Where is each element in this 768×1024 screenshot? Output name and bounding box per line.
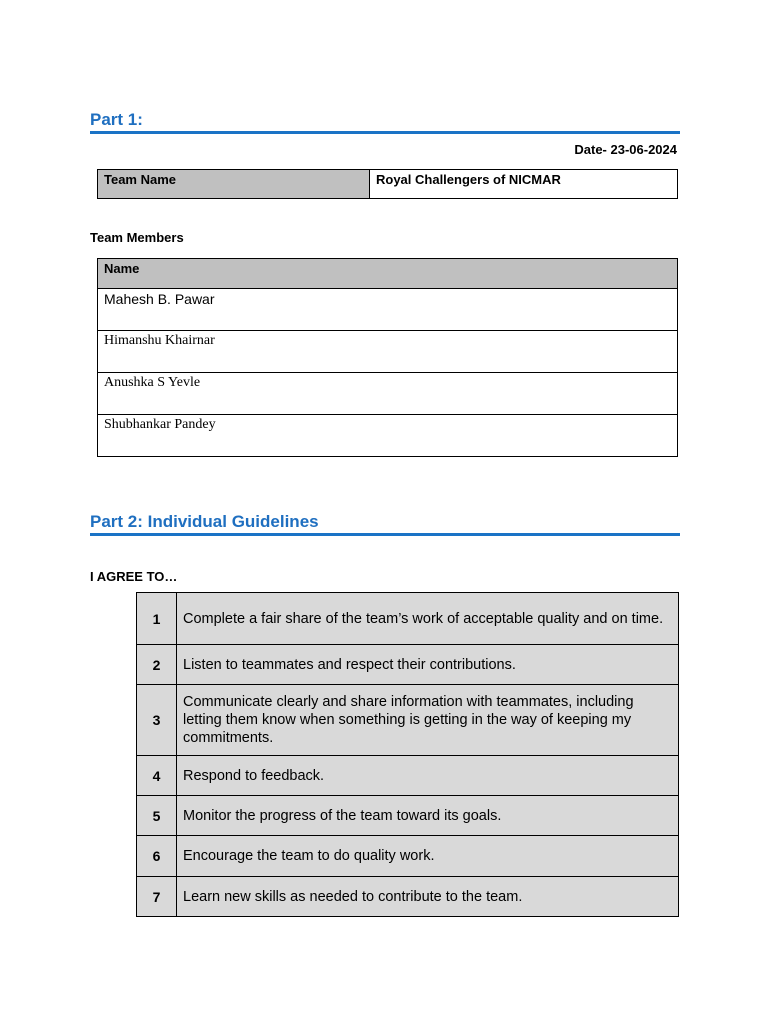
member-row	[98, 415, 678, 457]
guideline-row	[137, 593, 679, 645]
team-name-label: Team Name	[98, 170, 370, 199]
member-name: Himanshu Khairnar	[98, 331, 678, 373]
members-header-name: Name	[98, 259, 678, 289]
guideline-row	[137, 645, 679, 685]
member-name: Anushka S Yevle	[98, 373, 678, 415]
guideline-number: 3	[137, 685, 177, 756]
guideline-number: 6	[137, 836, 177, 877]
team-members-label: Team Members	[90, 230, 184, 245]
team-name-row	[98, 170, 678, 199]
team-name-table	[97, 169, 678, 199]
members-header-row	[98, 259, 678, 289]
member-row	[98, 373, 678, 415]
guidelines-table	[136, 592, 679, 917]
guideline-number: 4	[137, 756, 177, 796]
date-text: Date- 23-06-2024	[574, 142, 677, 157]
guideline-text: Encourage the team to do quality work.	[177, 836, 679, 877]
agree-label: I AGREE TO…	[90, 569, 178, 584]
guideline-row	[137, 877, 679, 917]
guideline-row	[137, 836, 679, 877]
guideline-text: Complete a fair share of the team’s work of acceptable quality and on time.	[177, 593, 679, 645]
guideline-text: Learn new skills as needed to contribute to the team.	[177, 877, 679, 917]
guideline-number: 2	[137, 645, 177, 685]
guideline-text: Respond to feedback.	[177, 756, 679, 796]
team-name-value: Royal Challengers of NICMAR	[370, 170, 678, 199]
guideline-row	[137, 796, 679, 836]
guideline-row	[137, 756, 679, 796]
guideline-text: Monitor the progress of the team toward its goals.	[177, 796, 679, 836]
guideline-text: Listen to teammates and respect their contributions.	[177, 645, 679, 685]
team-members-table	[97, 258, 678, 457]
member-name: Mahesh B. Pawar	[98, 289, 678, 331]
guideline-number: 5	[137, 796, 177, 836]
guideline-text: Communicate clearly and share information with teammates, including letting them know when something is getting in the way of keeping my commitments.	[177, 685, 679, 756]
member-name: Shubhankar Pandey	[98, 415, 678, 457]
guideline-row	[137, 685, 679, 756]
member-row	[98, 331, 678, 373]
part2-heading: Part 2: Individual Guidelines	[90, 512, 680, 536]
guideline-number: 1	[137, 593, 177, 645]
guideline-number: 7	[137, 877, 177, 917]
member-row	[98, 289, 678, 331]
part1-heading: Part 1:	[90, 110, 680, 134]
